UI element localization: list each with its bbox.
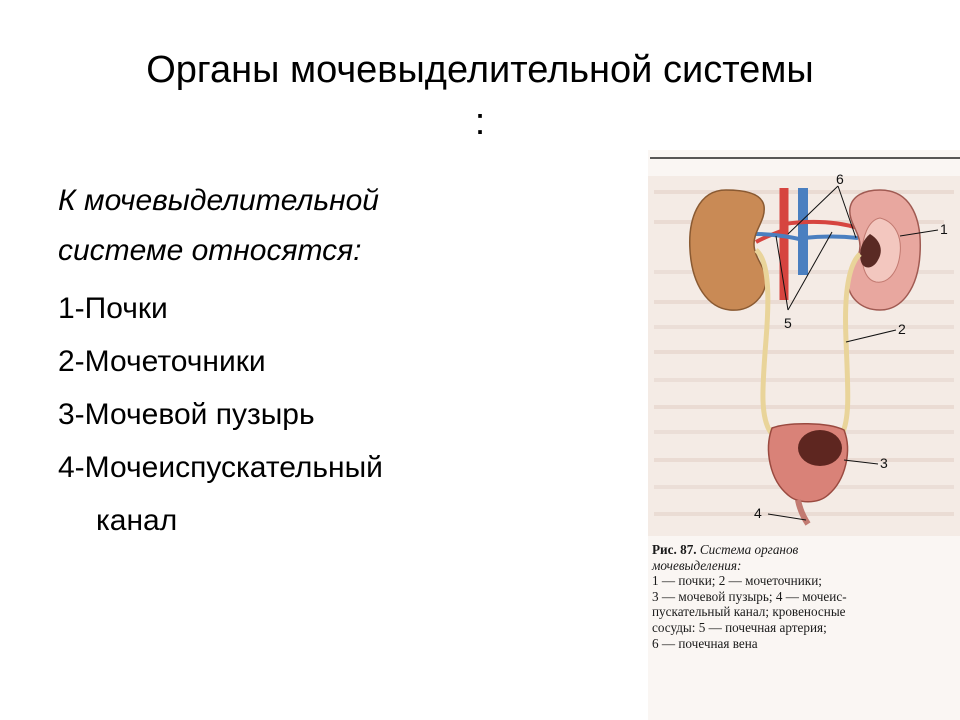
list-item-bladder: 3-Мочевой пузырь [58, 398, 315, 431]
caption-line-4: пускательный канал; кровеносные [652, 604, 846, 620]
renal-vein-right [803, 237, 858, 239]
caption-line-6: 6 — почечная вена [652, 635, 758, 651]
caption-title: Система органов [699, 542, 799, 557]
label-5: 5 [784, 315, 792, 331]
caption-number: Рис. 87. [652, 542, 697, 557]
caption-line-1: мочевыделения: [652, 557, 742, 573]
slide-title [60, 44, 900, 148]
urinary-system-figure [648, 150, 960, 720]
intro-text [58, 176, 478, 276]
label-3: 3 [880, 455, 888, 471]
caption-line-3: 3 — мочевой пузырь; 4 — мочеис- [652, 588, 847, 604]
label-2: 2 [898, 321, 906, 337]
intro-line-2: системе относятся: [58, 234, 362, 267]
intro-line-1: К мочевыделительной [58, 184, 379, 217]
list-item-urethra-cont: канал [96, 504, 178, 537]
list-item-ureters: 2-Мочеточники [58, 345, 266, 378]
title-text: Органы мочевыделительной системы [146, 49, 814, 91]
caption-line-5: сосуды: 5 — почечная артерия; [652, 619, 827, 635]
caption-line-2: 1 — почки; 2 — мочеточники; [652, 573, 822, 589]
label-6: 6 [836, 171, 844, 187]
list-item-urethra: 4-Мочеиспускательный [58, 451, 383, 484]
list-item-kidneys: 1-Почки [58, 292, 168, 325]
title-colon: : [474, 101, 486, 143]
label-4: 4 [754, 505, 762, 521]
figure-caption [652, 542, 956, 651]
label-1: 1 [940, 221, 948, 237]
content-list [58, 176, 478, 547]
bladder-opening [798, 430, 842, 466]
